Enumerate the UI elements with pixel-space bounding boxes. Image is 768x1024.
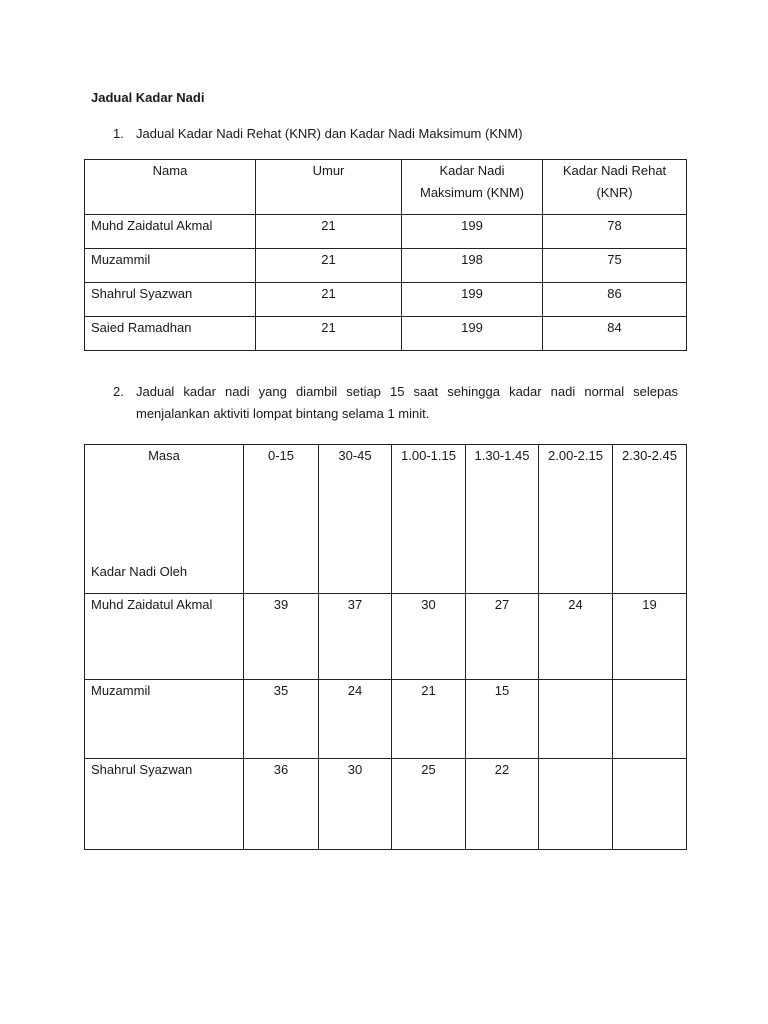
cell-value: 30 <box>392 594 466 680</box>
cell-knm: 199 <box>402 283 543 317</box>
cell-value <box>539 680 613 759</box>
cell-nama: Muhd Zaidatul Akmal <box>85 594 244 680</box>
cell-knm: 198 <box>402 249 543 283</box>
table-row <box>85 680 687 759</box>
cell-value: 15 <box>466 680 539 759</box>
table-row <box>85 249 687 283</box>
header-interval: 1.00-1.15 <box>392 445 466 594</box>
header-interval: 0-15 <box>244 445 319 594</box>
cell-umur: 21 <box>256 215 402 249</box>
table-row <box>85 594 687 680</box>
header-nama: Nama <box>85 160 256 215</box>
document-title: Jadual Kadar Nadi <box>91 90 205 105</box>
cell-knm: 199 <box>402 317 543 351</box>
table-row <box>85 215 687 249</box>
cell-knr: 86 <box>543 283 687 317</box>
cell-knr: 75 <box>543 249 687 283</box>
section-1-number: 1. <box>113 126 124 141</box>
cell-value: 37 <box>319 594 392 680</box>
cell-umur: 21 <box>256 283 402 317</box>
table-row <box>85 317 687 351</box>
knr-knm-table <box>84 159 687 351</box>
cell-value: 39 <box>244 594 319 680</box>
cell-value: 35 <box>244 680 319 759</box>
cell-knm: 199 <box>402 215 543 249</box>
section-2-number: 2. <box>113 384 124 399</box>
cell-value: 21 <box>392 680 466 759</box>
cell-value <box>539 759 613 850</box>
table-row <box>85 283 687 317</box>
header-masa: Masa <box>148 448 180 463</box>
cell-nama: Shahrul Syazwan <box>85 283 256 317</box>
section-1-heading-text: Jadual Kadar Nadi Rehat (KNR) dan Kadar Nadi Maksimum (KNM) <box>136 126 523 141</box>
cell-value: 24 <box>319 680 392 759</box>
header-interval: 2.30-2.45 <box>613 445 687 594</box>
cell-nama: Muzammil <box>85 249 256 283</box>
table-header-row <box>85 160 687 215</box>
header-corner <box>85 445 244 594</box>
table-header-row <box>85 445 687 594</box>
cell-umur: 21 <box>256 317 402 351</box>
header-interval: 30-45 <box>319 445 392 594</box>
header-interval: 2.00-2.15 <box>539 445 613 594</box>
pulse-rate-table <box>84 444 687 850</box>
cell-nama: Saied Ramadhan <box>85 317 256 351</box>
section-1-heading <box>113 123 683 145</box>
cell-value: 22 <box>466 759 539 850</box>
header-umur: Umur <box>256 160 402 215</box>
section-2-heading <box>113 381 678 425</box>
table-row <box>85 759 687 850</box>
header-knr: Kadar Nadi Rehat (KNR) <box>543 160 687 215</box>
cell-value: 25 <box>392 759 466 850</box>
cell-nama: Muzammil <box>85 680 244 759</box>
header-interval: 1.30-1.45 <box>466 445 539 594</box>
cell-umur: 21 <box>256 249 402 283</box>
cell-value: 30 <box>319 759 392 850</box>
cell-knr: 84 <box>543 317 687 351</box>
cell-nama: Muhd Zaidatul Akmal <box>85 215 256 249</box>
cell-value: 36 <box>244 759 319 850</box>
section-2-heading-text: Jadual kadar nadi yang diambil setiap 15 saat sehingga kadar nadi normal selepas menjalankan aktiviti lompat bintang selama 1 minit. <box>136 384 678 421</box>
cell-nama: Shahrul Syazwan <box>85 759 244 850</box>
cell-value <box>613 759 687 850</box>
cell-value: 24 <box>539 594 613 680</box>
cell-value: 19 <box>613 594 687 680</box>
cell-value <box>613 680 687 759</box>
header-kadar-nadi-oleh: Kadar Nadi Oleh <box>91 564 188 579</box>
cell-value: 27 <box>466 594 539 680</box>
cell-knr: 78 <box>543 215 687 249</box>
header-knm: Kadar Nadi Maksimum (KNM) <box>402 160 543 215</box>
